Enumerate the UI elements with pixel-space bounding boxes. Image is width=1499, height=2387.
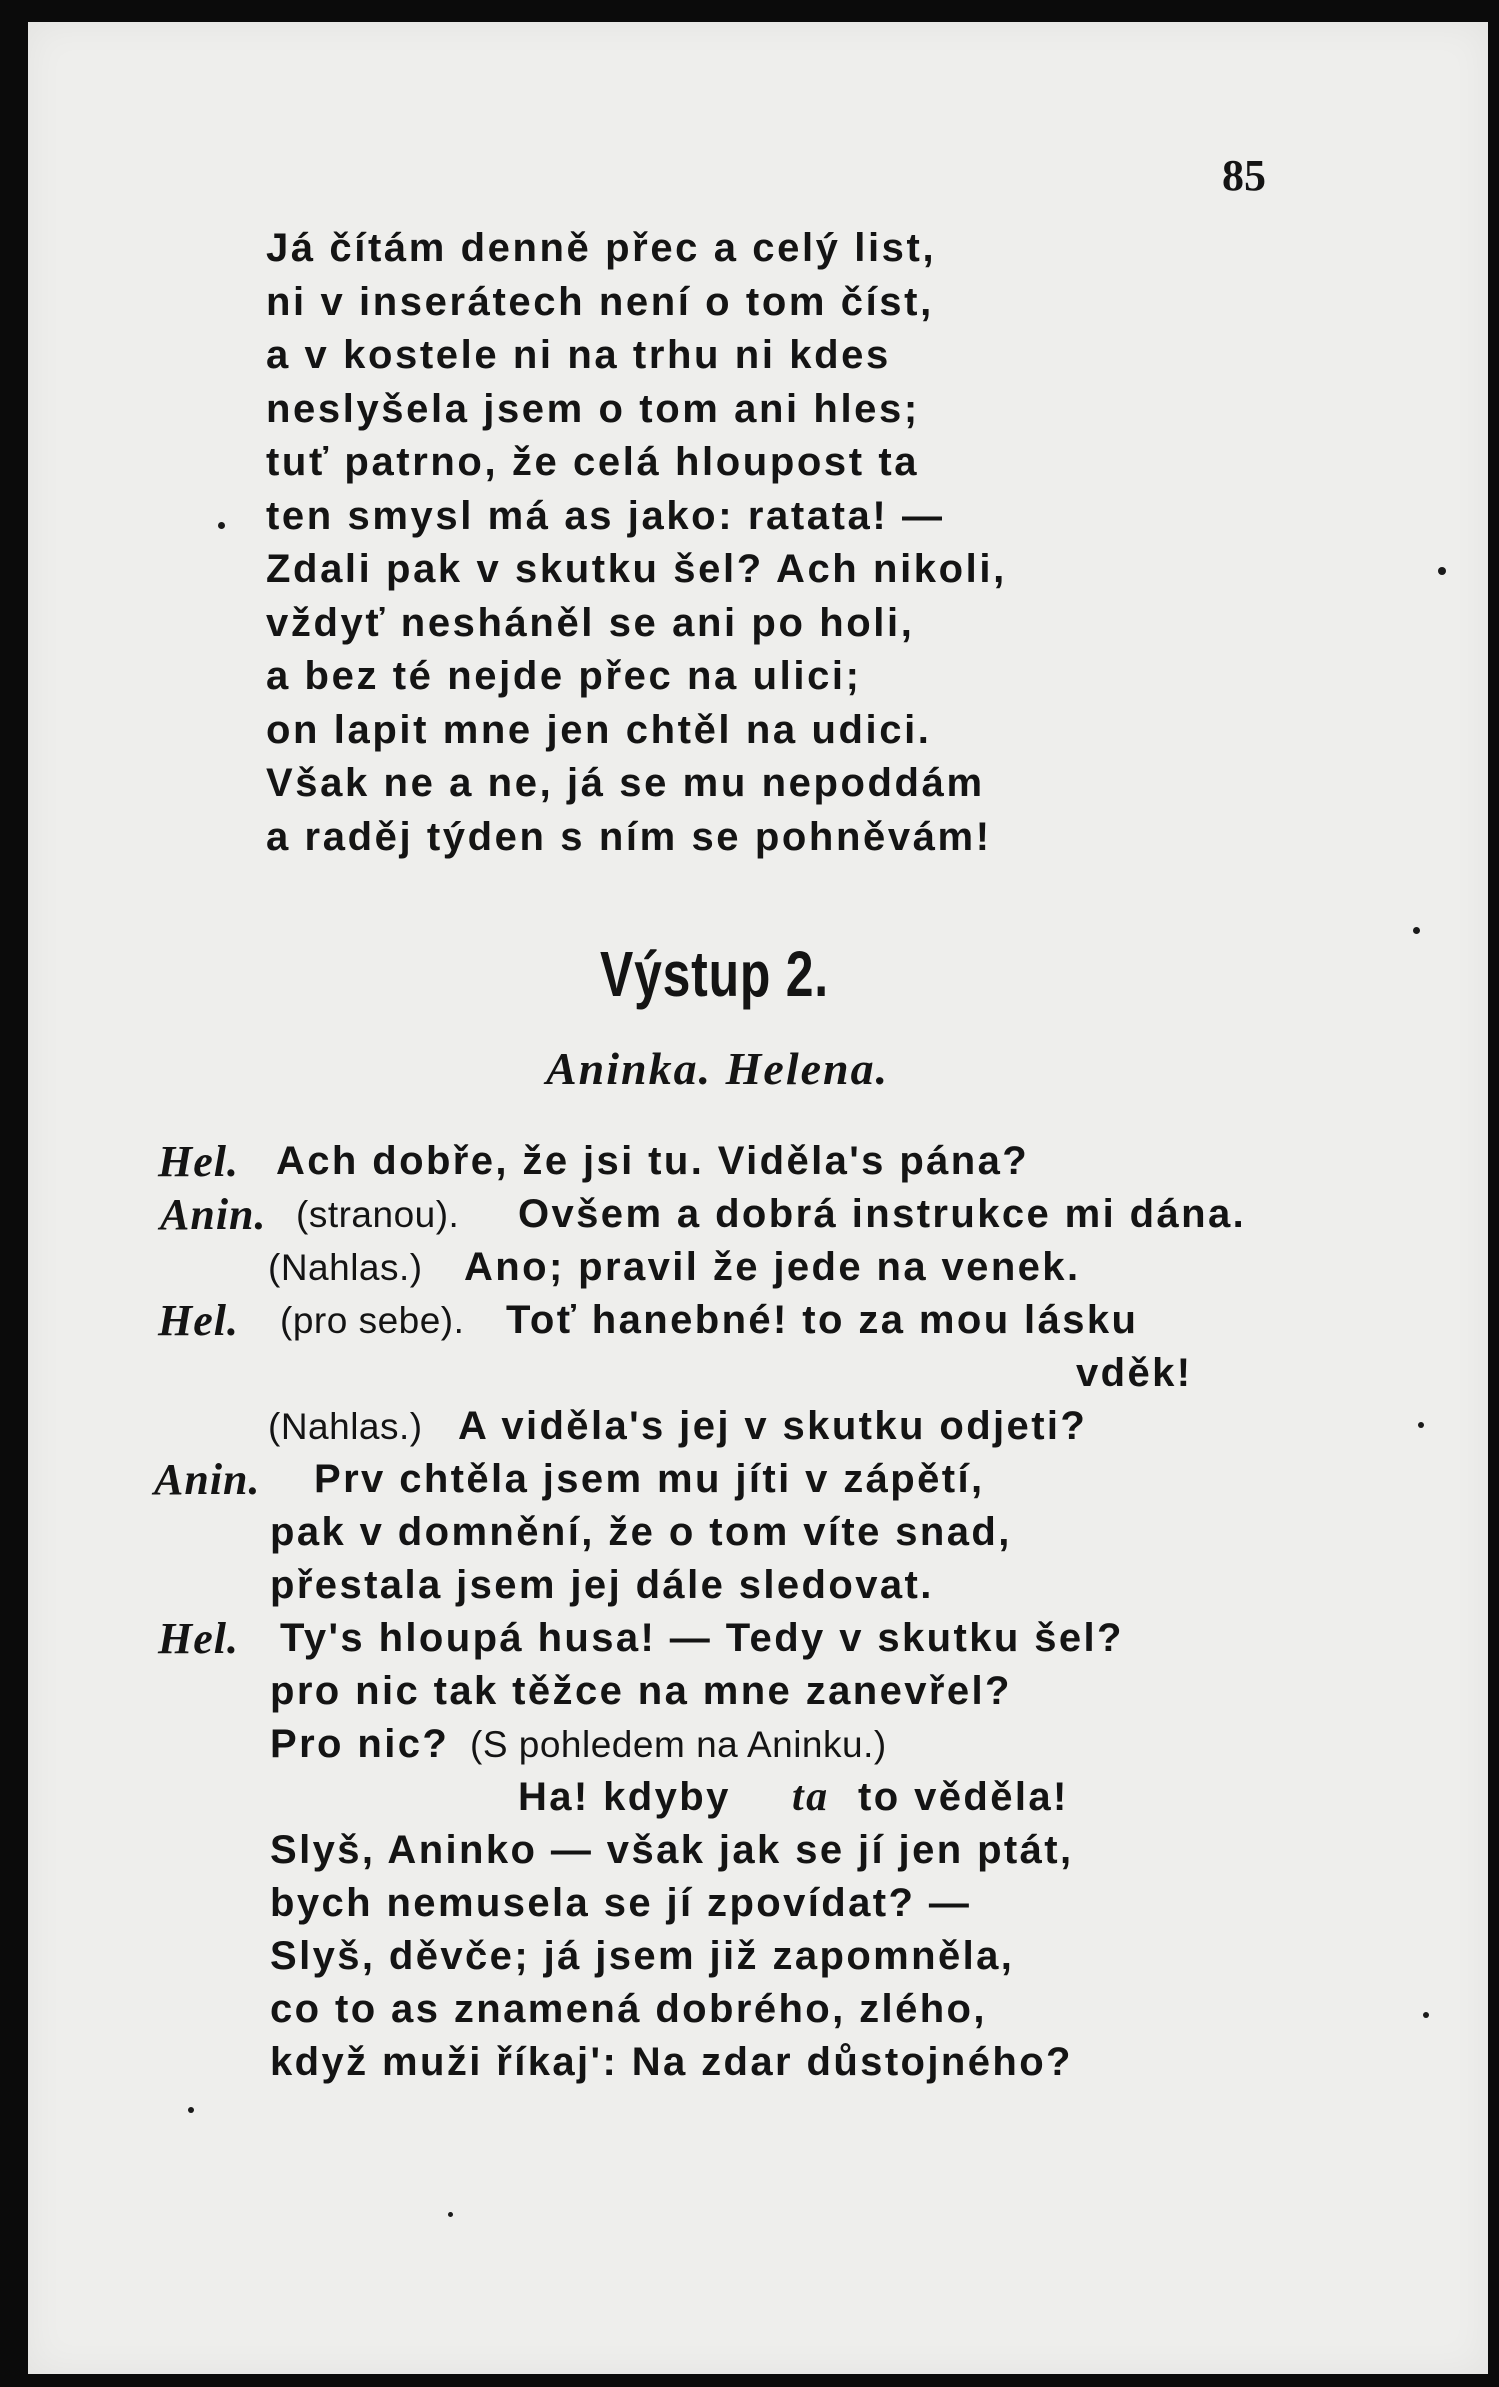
page-number: 85 — [1222, 151, 1266, 200]
verse-line: ni v inserátech není o tom číst, — [266, 279, 934, 324]
verse-line: Já čítám denně přec a celý list, — [266, 226, 937, 270]
line-text: Ach dobře, že jsi tu. Viděla's pána? — [276, 1139, 1030, 1183]
verse-line: ten smysl má as jako: ratata! — — [266, 493, 945, 538]
verse-line: Zdali pak v skutku šel? Ach nikoli, — [266, 547, 1007, 591]
line-text: co to as znamená dobrého, zlého, — [270, 1987, 987, 2031]
verse-line: neslyšela jsem o tom ani hles; — [266, 386, 920, 431]
speaker-label: Anin. — [160, 1190, 267, 1239]
scene-persons: Aninka. Helena. — [546, 1043, 890, 1094]
line-text: Prv chtěla jsem mu jíti v zápětí, — [314, 1457, 985, 1501]
verse-line: a v kostele ni na trhu ni kdes — [266, 333, 891, 377]
line-text: Ty's hloupá husa! — Tedy v skutku šel? — [280, 1616, 1124, 1660]
scene-title: Výstup 2. — [600, 938, 829, 1010]
line-text: Ha! kdyby — [518, 1775, 731, 1819]
stage-direction: (Nahlas.) — [268, 1247, 423, 1288]
scan-speck — [1438, 567, 1446, 575]
line-text: když muži říkaj': Na zdar důstojného? — [270, 2040, 1073, 2084]
speaker-label: Anin. — [154, 1455, 261, 1504]
line-text: A viděla's jej v skutku odjeti? — [458, 1404, 1088, 1448]
line-text: vděk! — [1076, 1351, 1193, 1395]
speaker-label: Hel. — [158, 1296, 239, 1345]
line-text: Ano; pravil že jede na venek. — [464, 1245, 1081, 1289]
book-page — [28, 22, 1488, 2374]
verse-line: a bez té nejde přec na ulici; — [266, 654, 862, 698]
line-text: Toť hanebné! to za mou lásku — [506, 1298, 1139, 1342]
verse-line: vždyť nesháněl se ani po holi, — [266, 600, 915, 645]
emphasis-word: ta — [792, 1774, 830, 1820]
line-text: Slyš, děvče; já jsem již zapomněla, — [270, 1934, 1015, 1978]
verse-line: Však ne a ne, já se mu nepoddám — [266, 761, 985, 805]
line-text-after: to věděla! — [858, 1775, 1069, 1819]
stage-direction: (pro sebe). — [280, 1300, 465, 1341]
line-text: Ovšem a dobrá instrukce mi dána. — [518, 1192, 1247, 1236]
stage-direction: (Nahlas.) — [268, 1406, 423, 1447]
scan-speck — [188, 2107, 194, 2113]
verse-block — [266, 222, 1007, 864]
stage-direction: (stranou). — [296, 1194, 460, 1235]
scan-speck — [1418, 1422, 1424, 1428]
scan-speck — [218, 522, 225, 529]
scan-speck — [1413, 927, 1420, 934]
speaker-label: Hel. — [158, 1137, 239, 1186]
stage-direction: (S pohledem na Aninku.) — [470, 1724, 887, 1765]
line-text: přestala jsem jej dále sledovat. — [270, 1563, 934, 1607]
line-text: Pro nic? — [270, 1722, 450, 1766]
line-text: pak v domnění, že o tom víte snad, — [270, 1510, 1012, 1554]
verse-line: a raděj týden s ním se pohněvám! — [266, 814, 992, 859]
scan-speck — [448, 2212, 453, 2217]
book-binding — [0, 0, 28, 2387]
speaker-label: Hel. — [158, 1614, 239, 1663]
verse-line: tuť patrno, že celá hloupost ta — [266, 440, 920, 484]
line-text: pro nic tak těžce na mne zanevřel? — [270, 1669, 1012, 1713]
line-text: bych nemusela se jí zpovídat? — — [270, 1881, 972, 1925]
scan-speck — [1423, 2012, 1429, 2018]
line-text: Slyš, Aninko — však jak se jí jen ptát, — [270, 1828, 1074, 1872]
verse-line: on lapit mne jen chtěl na udici. — [266, 707, 932, 752]
